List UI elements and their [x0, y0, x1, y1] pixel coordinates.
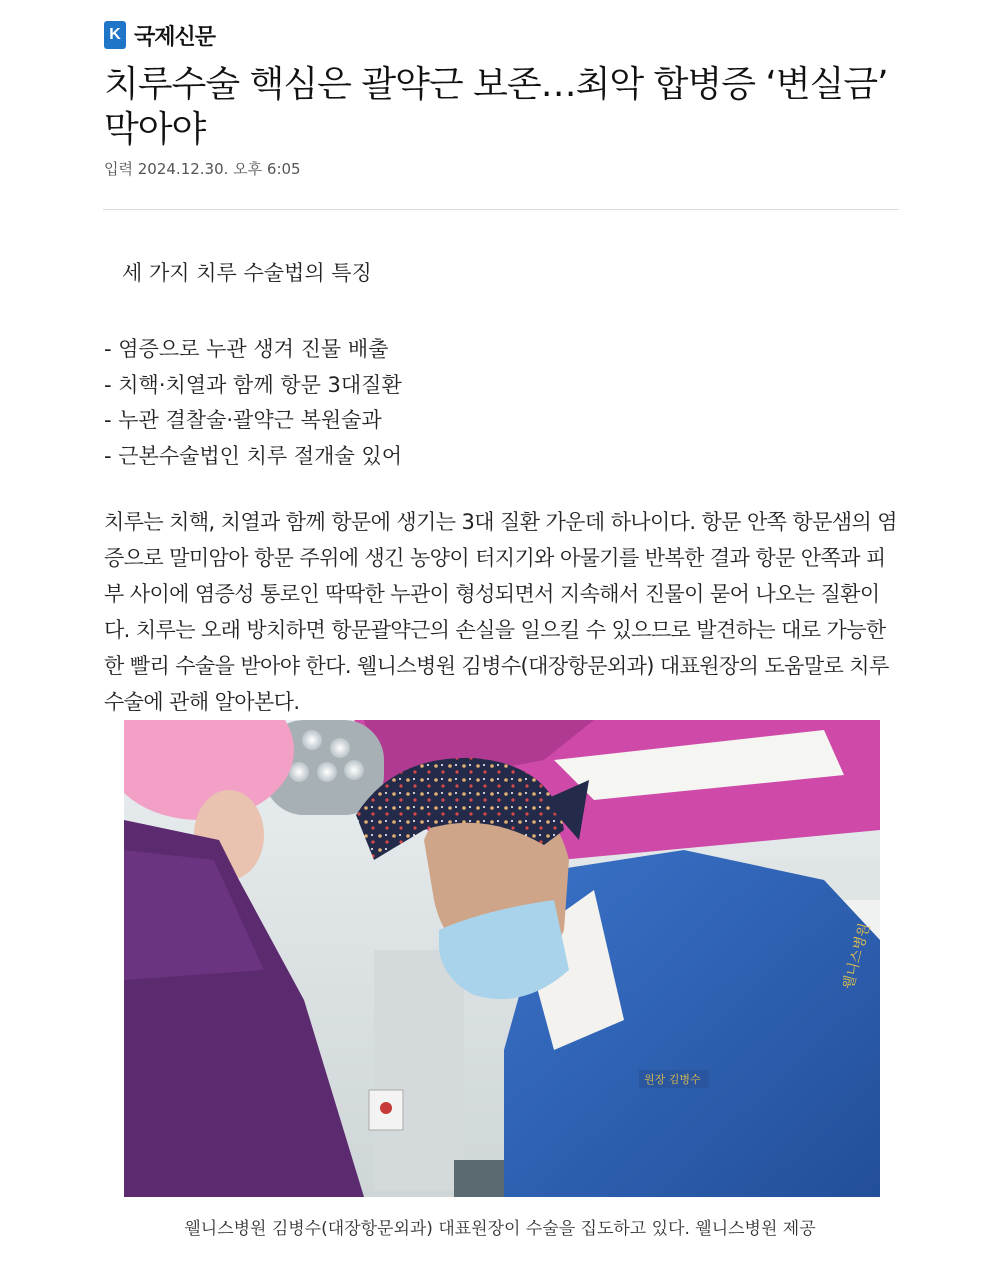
logo-letter: K — [109, 26, 121, 43]
summary-bullets — [104, 332, 402, 474]
wall-button — [380, 1102, 392, 1114]
article-body: 치루는 치핵, 치열과 함께 항문에 생기는 3대 질환 가운데 하나이다. 항문 안쪽 항문샘의 염증으로 말미암아 항문 주위에 생긴 농양이 터지기와 아물기를 반복한 결과 항문 안쪽과 피부 사이에 염증성 통로인 딱딱한 누관이 형성되면서 지속해서 진물이 묻어 나오는 질환이다. 치루는 오래 방치하면 항문괄약근의 손실을 일으킬 수 있으므로 발견하는 대로 가능한 한 빨리 수술을 받아야 한다. 웰니스병원 김병수(대장항문외과) 대표원장의 도움말로 치루수술에 관해 알아본다. — [104, 510, 897, 714]
summary-bullet: - 근본수술법인 치루 절개술 있어 — [104, 443, 402, 468]
newspaper-logo-icon — [104, 21, 126, 49]
header-divider — [103, 209, 899, 210]
surgery-photo-illustration — [124, 720, 880, 1197]
scrub-name-text: 원장 김병수 — [644, 1073, 701, 1086]
summary-bullet: - 치핵·치열과 함께 항문 3대질환 — [104, 372, 402, 397]
summary-bullet: - 누관 결찰술·괄약근 복원술과 — [104, 408, 382, 432]
sleeve-logo-text: 웰니스병원 — [840, 921, 874, 992]
masthead[interactable] — [104, 20, 215, 50]
photo-caption: 웰니스병원 김병수(대장항문외과) 대표원장이 수술을 집도하고 있다. 웰니스병원 제공 — [184, 1219, 816, 1239]
article-dateline: 입력 2024.12.30. 오후 6:05 — [104, 160, 301, 178]
newspaper-name: 국제신문 — [134, 24, 216, 50]
article-photo[interactable] — [124, 720, 880, 1197]
article-subhead: 세 가지 치루 수술법의 특징 — [122, 261, 372, 285]
article-headline: 치루수술 핵심은 괄약근 보존…최악 합병증 ‘변실금’ 막아야 — [104, 64, 888, 150]
summary-bullet: - 염증으로 누관 생겨 진물 배출 — [104, 337, 389, 361]
